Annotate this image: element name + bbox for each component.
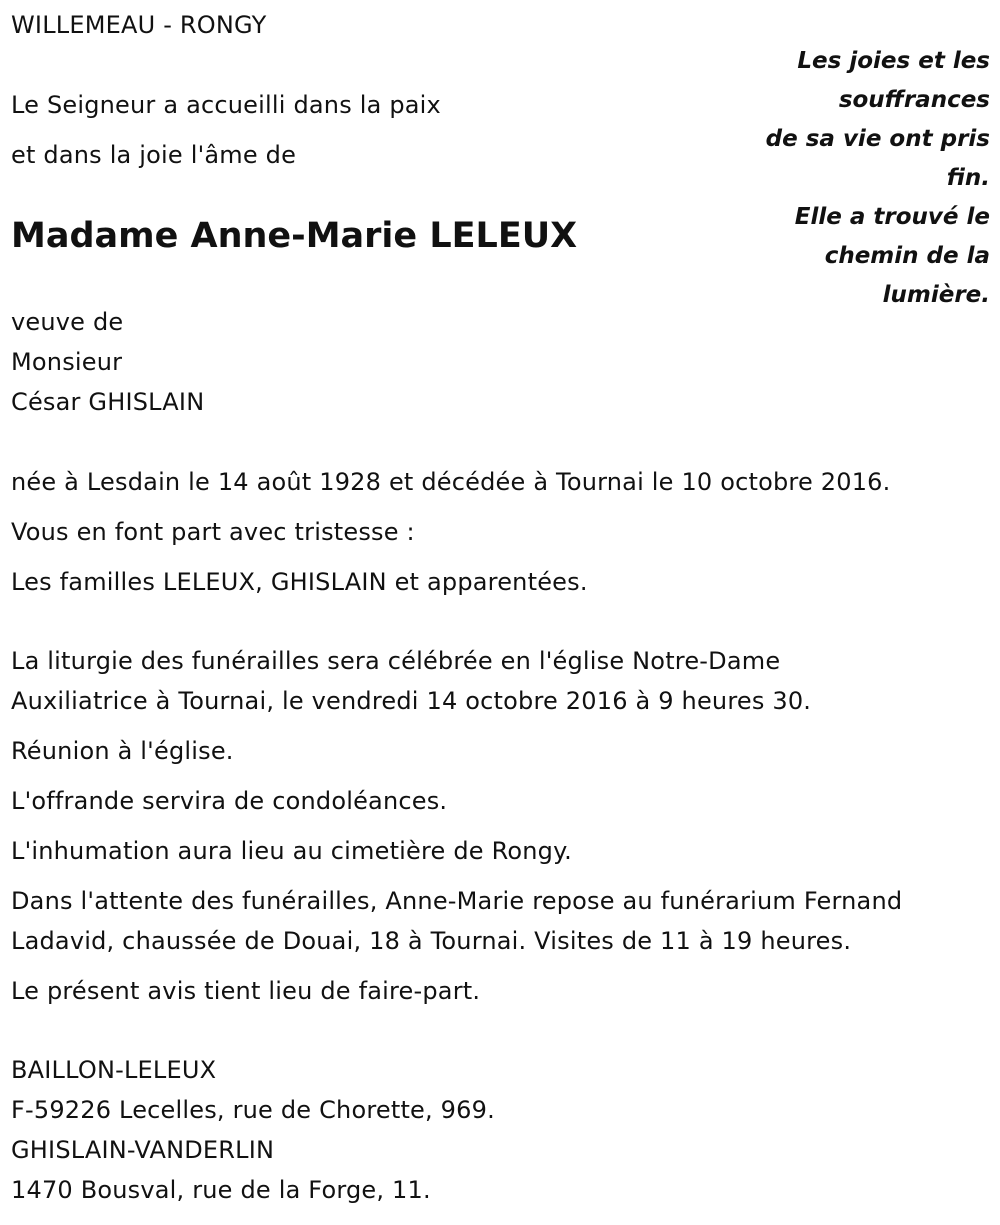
liturgy-line-1: La liturgie des funérailles sera célébrée en l'église Notre-Dame bbox=[11, 647, 781, 675]
wake-line-1: Dans l'attente des funérailles, Anne-Marie repose au funérarium Fernand bbox=[11, 887, 903, 915]
deceased-name: Madame Anne-Marie LELEUX bbox=[11, 216, 578, 256]
widow-line-1: veuve de bbox=[11, 308, 124, 336]
birth-death-line: née à Lesdain le 14 août 1928 et décédée à Tournai le 10 octobre 2016. bbox=[11, 468, 891, 496]
quote-line: fin. bbox=[946, 165, 990, 191]
quote-line: Les joies et les bbox=[797, 48, 990, 74]
offering-line: L'offrande servira de condoléances. bbox=[11, 787, 448, 815]
liturgy-line-2: Auxiliatrice à Tournai, le vendredi 14 octobre 2016 à 9 heures 30. bbox=[11, 687, 812, 715]
quote-line: lumière. bbox=[882, 282, 990, 308]
intro-line-2: et dans la joie l'âme de bbox=[11, 141, 297, 169]
quote-block bbox=[730, 42, 990, 315]
quote-line: de sa vie ont pris bbox=[765, 126, 990, 152]
location-header: WILLEMEAU - RONGY bbox=[11, 11, 267, 39]
contact-1-address: F-59226 Lecelles, rue de Chorette, 969. bbox=[11, 1096, 495, 1124]
quote-line: chemin de la bbox=[824, 243, 990, 269]
quote-line: Elle a trouvé le bbox=[794, 204, 990, 230]
quote-line: souffrances bbox=[838, 87, 990, 113]
notice-line: Le présent avis tient lieu de faire-part. bbox=[11, 977, 481, 1005]
contact-2-name: GHISLAIN-VANDERLIN bbox=[11, 1136, 275, 1164]
announce-line: Vous en font part avec tristesse : bbox=[11, 518, 415, 546]
contact-2-address: 1470 Bousval, rue de la Forge, 11. bbox=[11, 1176, 431, 1204]
families-line: Les familles LELEUX, GHISLAIN et apparentées. bbox=[11, 568, 588, 596]
burial-line: L'inhumation aura lieu au cimetière de Rongy. bbox=[11, 837, 572, 865]
intro-line-1: Le Seigneur a accueilli dans la paix bbox=[11, 91, 441, 119]
reunion-line: Réunion à l'église. bbox=[11, 737, 234, 765]
wake-line-2: Ladavid, chaussée de Douai, 18 à Tournai. Visites de 11 à 19 heures. bbox=[11, 927, 852, 955]
widow-line-3: César GHISLAIN bbox=[11, 388, 205, 416]
contact-1-name: BAILLON-LELEUX bbox=[11, 1056, 217, 1084]
widow-line-2: Monsieur bbox=[11, 348, 123, 376]
